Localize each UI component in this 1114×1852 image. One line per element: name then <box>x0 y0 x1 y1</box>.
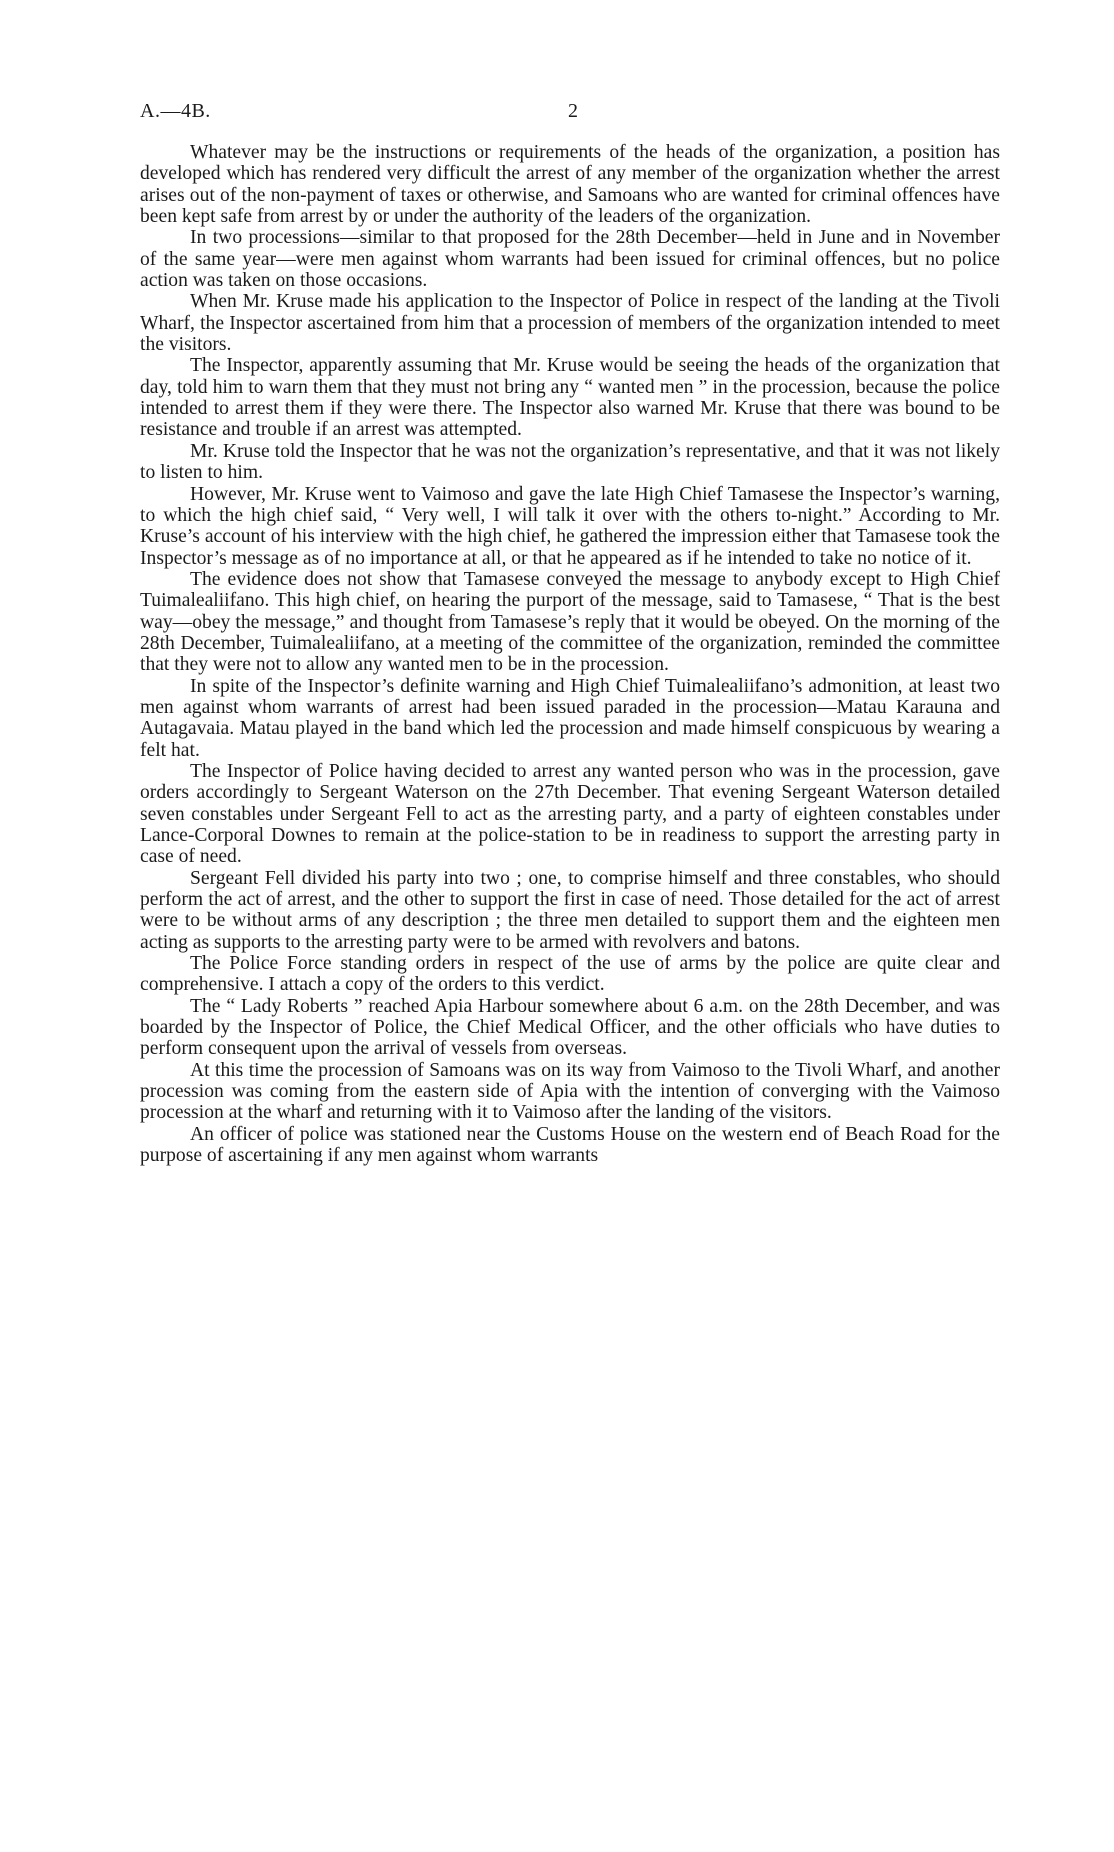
paragraph: In two processions—similar to that proposed for the 28th December—held in June and in November of the same year—were men against whom warrants had been issued for criminal offences, but no police action was taken on those occasions. <box>140 227 1000 292</box>
paragraph: An officer of police was stationed near the Customs House on the western end of Beach Road for the purpose of ascertaining if any men against whom warrants <box>140 1123 1000 1167</box>
paragraph: The evidence does not show that Tamasese conveyed the message to anybody except to High Chief Tuimalealiifano. This high chief, on hearing the purport of the message, said to Tamasese, “ That is the best way—obey the message,” and thought from Tamasese’s reply that it would be obeyed. On the morning of the 28th December, Tuimalealiifano, at a meeting of the committee of the organization, reminded the committee that they were not to allow any wanted men to be in the procession. <box>140 568 1000 676</box>
paragraph: The “ Lady Roberts ” reached Apia Harbour somewhere about 6 a.m. on the 28th December, and was boarded by the Inspector of Police, the Chief Medical Officer, and the other officials who have duties to perform consequent upon the arrival of vessels from overseas. <box>140 995 1000 1060</box>
paragraph: When Mr. Kruse made his application to the Inspector of Police in respect of the landing at the Tivoli Wharf, the Inspector ascertained from him that a procession of members of the organization intended to meet the visitors. <box>140 291 1000 356</box>
document-reference: A.—4B. <box>140 100 211 122</box>
paragraph: Mr. Kruse told the Inspector that he was not the organization’s representative, and that it was not likely to listen to him. <box>140 440 1000 484</box>
paragraph: At this time the procession of Samoans was on its way from Vaimoso to the Tivoli Wharf, and another procession was coming from the eastern side of Apia with the intention of converging with the Vaimoso procession at the wharf and returning with it to Vaimoso after the landing of the visitors. <box>140 1059 1000 1124</box>
page-number: 2 <box>568 100 578 122</box>
paragraph: The Police Force standing orders in respect of the use of arms by the police are quite clear and comprehensive. I attach a copy of the orders to this verdict. <box>140 953 1000 996</box>
page-header <box>140 100 1000 134</box>
paragraph: Whatever may be the instructions or requirements of the heads of the organization, a position has developed which has rendered very difficult the arrest of any member of the organization whether the arrest arises out of the non-payment of taxes or otherwise, and Samoans who are wanted for criminal offences have been kept safe from arrest by or under the authority of the leaders of the organization. <box>140 142 1000 228</box>
body-text <box>140 142 1000 1167</box>
paragraph: The Inspector, apparently assuming that Mr. Kruse would be seeing the heads of the organization that day, told him to warn them that they must not bring any “ wanted men ” in the procession, because the police intended to arrest them if they were there. The Inspector also warned Mr. Kruse that there was bound to be resistance and trouble if an arrest was attempted. <box>140 355 1000 441</box>
paragraph: Sergeant Fell divided his party into two ; one, to comprise himself and three constables, who should perform the act of arrest, and the other to support the first in case of need. Those detailed for the act of arrest were to be without arms of any description ; the three men detailed to support them and the eighteen men acting as supports to the arresting party were to be armed with revolvers and batons. <box>140 867 1000 953</box>
document-page <box>140 100 1000 1167</box>
paragraph: The Inspector of Police having decided to arrest any wanted person who was in the procession, gave orders accordingly to Sergeant Waterson on the 27th December. That evening Sergeant Waterson detailed seven constables under Sergeant Fell to act as the arresting party, and a party of eighteen constables under Lance-Corporal Downes to remain at the police-station to be in readiness to support the arresting party in case of need. <box>140 760 1000 868</box>
paragraph: However, Mr. Kruse went to Vaimoso and gave the late High Chief Tamasese the Inspector’s warning, to which the high chief said, “ Very well, I will talk it over with the others to-night.” According to Mr. Kruse’s account of his interview with the high chief, he gathered the impression either that Tamasese took the Inspector’s message as of no importance at all, or that he appeared as if he intended to take no notice of it. <box>140 483 1000 569</box>
paragraph: In spite of the Inspector’s definite warning and High Chief Tuimalealiifano’s admonition, at least two men against whom warrants of arrest had been issued paraded in the procession—Matau Karauna and Autagavaia. Matau played in the band which led the procession and made himself conspicuous by wearing a felt hat. <box>140 675 1000 761</box>
